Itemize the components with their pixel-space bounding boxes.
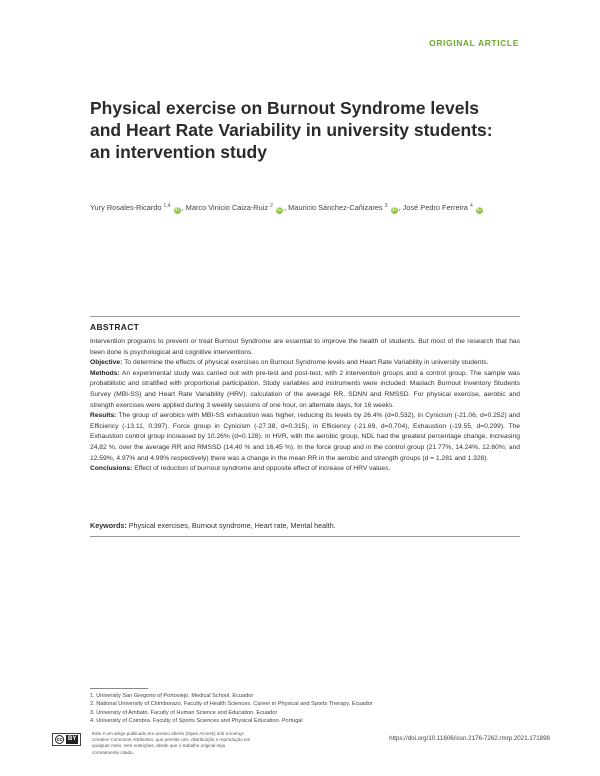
author-affiliation: 2 — [270, 203, 273, 209]
abstract-divider — [90, 316, 520, 317]
methods-label: Methods: — [90, 369, 120, 377]
footnote-item: 3. University of Ambato. Faculty of Human Science and Education. Ecuador — [90, 709, 278, 716]
conclusions-label: Conclusions: — [90, 465, 133, 473]
results-label: Results: — [90, 412, 117, 420]
abstract-methods — [90, 369, 520, 411]
author-name: Yury Rosales-Ricardo — [90, 203, 162, 212]
results-text: The group of aerobics with MBI-SS exhaustion was higher, reducing its levels by 26.4% (d=0.532), in Cynicism (-21.06, d=0.252) and Efficiency (-13.11, 0.397). Force group in Cynicism (-27.38, d=0.315), in Efficiency (-21.69, d=0.704), Exhaustion (-19.55, d=0.299). The Exhaustion control group increased by 10.26% (d=0.128). In HVR, with the aerobic group, NDL had the greatest percentage change, increasing 24,82 %, over the average RR and RMSSD (14,40 % and 16,45 %). In the force group and in the control group (21.77%, 14.24%, 12.60%; and 12.59%, 4.97% and 4.99% respectively) there was a change in the mean RR in the aerobic and strength groups (d = 1.281 and 1.328). — [90, 412, 520, 462]
abstract-heading: ABSTRACT — [90, 322, 140, 332]
cc-icon: cc — [56, 737, 63, 743]
by-icon: BY — [68, 736, 77, 742]
footnote-item: 1. University San Gregorio of Portoviejo. Medical School. Ecuador — [90, 693, 254, 699]
author-name: Mauricio Sánchez-Cañizares — [288, 203, 383, 212]
keywords-divider — [90, 536, 520, 537]
keywords — [90, 521, 520, 530]
abstract-body — [90, 337, 520, 475]
keywords-text: Physical exercises, Burnout syndrome, Heart rate, Mental health. — [126, 521, 336, 530]
abstract-results — [90, 411, 520, 464]
author-name: Marco Vinicio Caiza-Ruiz — [185, 203, 269, 212]
footnotes — [90, 692, 490, 726]
objective-text: To determine the effects of physical exercises on Burnout Syndrome levels and Heart Rate Variability in university students. — [122, 359, 489, 367]
article-title — [90, 97, 520, 163]
abstract-intro: Intervention programs to prevent or treat Burnout Syndrome are essential to improve the health of students. But most of the research that has been done is psychological and cognitive interventions. — [90, 338, 520, 356]
orcid-icon[interactable]: iD — [277, 207, 282, 213]
abstract-conclusions — [90, 464, 520, 475]
orcid-icon[interactable]: iD — [391, 207, 397, 213]
methods-text: An experimental study was carried out with pre-test and post-test, with 2 intervention groups and a control group. The sample was probabilistic and stratified with proportional participation. Study variables and instruments were included: Maslach Burnout Inventory Students Survey (MBI-SS) and Heart Rate Variability (HRV): calculation of the average RR, SDNN and RMSSD. For physical exercise, aerobic and strength exercises were applied during 3 weekly sessions of one hour, on alternate days, for 16 weeks. — [90, 369, 520, 409]
doi-link[interactable]: https://doi.org/10.11606/issn.2176-7262.rmrp.2021.171898 — [389, 735, 550, 742]
section-tag: ORIGINAL ARTICLE — [429, 38, 519, 48]
license-text: Este é um artigo publicado em acesso aberto (Open Access) sob a licença Creative Commons Attribution, que permite uso, distribuição e reprodução em qualquer meio, sem restrições, desde que o trabalho original seja corretamente citado. — [92, 731, 251, 755]
author-affiliation: 3 — [384, 203, 388, 209]
abstract-objective — [90, 358, 520, 369]
title-line: and Heart Rate Variability in university students: — [90, 120, 493, 140]
footnote-item: 4. University of Coimbra. Faculty of Sports Sciences and Physical Education. Portugal — [90, 718, 303, 725]
title-line: an intervention study — [90, 142, 267, 162]
author-list: Yury Rosales-Ricardo $^{1,4}$ iD , Marco Vinicio Caiza-Ruiz $^2$ iD , Mauricio Sánchez-Cañizares $^3$ iD , José Pedro Ferreira $^4$ iD — [90, 203, 482, 213]
orcid-icon[interactable]: iD — [476, 207, 482, 213]
author-affiliation: 4 — [469, 203, 473, 209]
author-affiliation: 1,4 — [163, 203, 171, 209]
keywords-label: Keywords: — [90, 521, 127, 530]
orcid-icon[interactable]: iD — [174, 207, 180, 213]
objective-label: Objective: — [90, 359, 123, 367]
conclusions-text: Effect of reduction of burnout syndrome and opposite effect of increase of HRV values. — [132, 465, 391, 473]
footnote-item: 2. National University of Chimborazo. Faculty of Health Sciences. Career in Physical and Sports Therapy. Ecuador — [90, 701, 373, 708]
creative-commons-badge[interactable] — [52, 733, 81, 746]
title-line: Physical exercise on Burnout Syndrome levels — [90, 98, 480, 118]
author-name: José Pedro Ferreira — [402, 203, 468, 212]
footnote-divider — [90, 688, 148, 689]
